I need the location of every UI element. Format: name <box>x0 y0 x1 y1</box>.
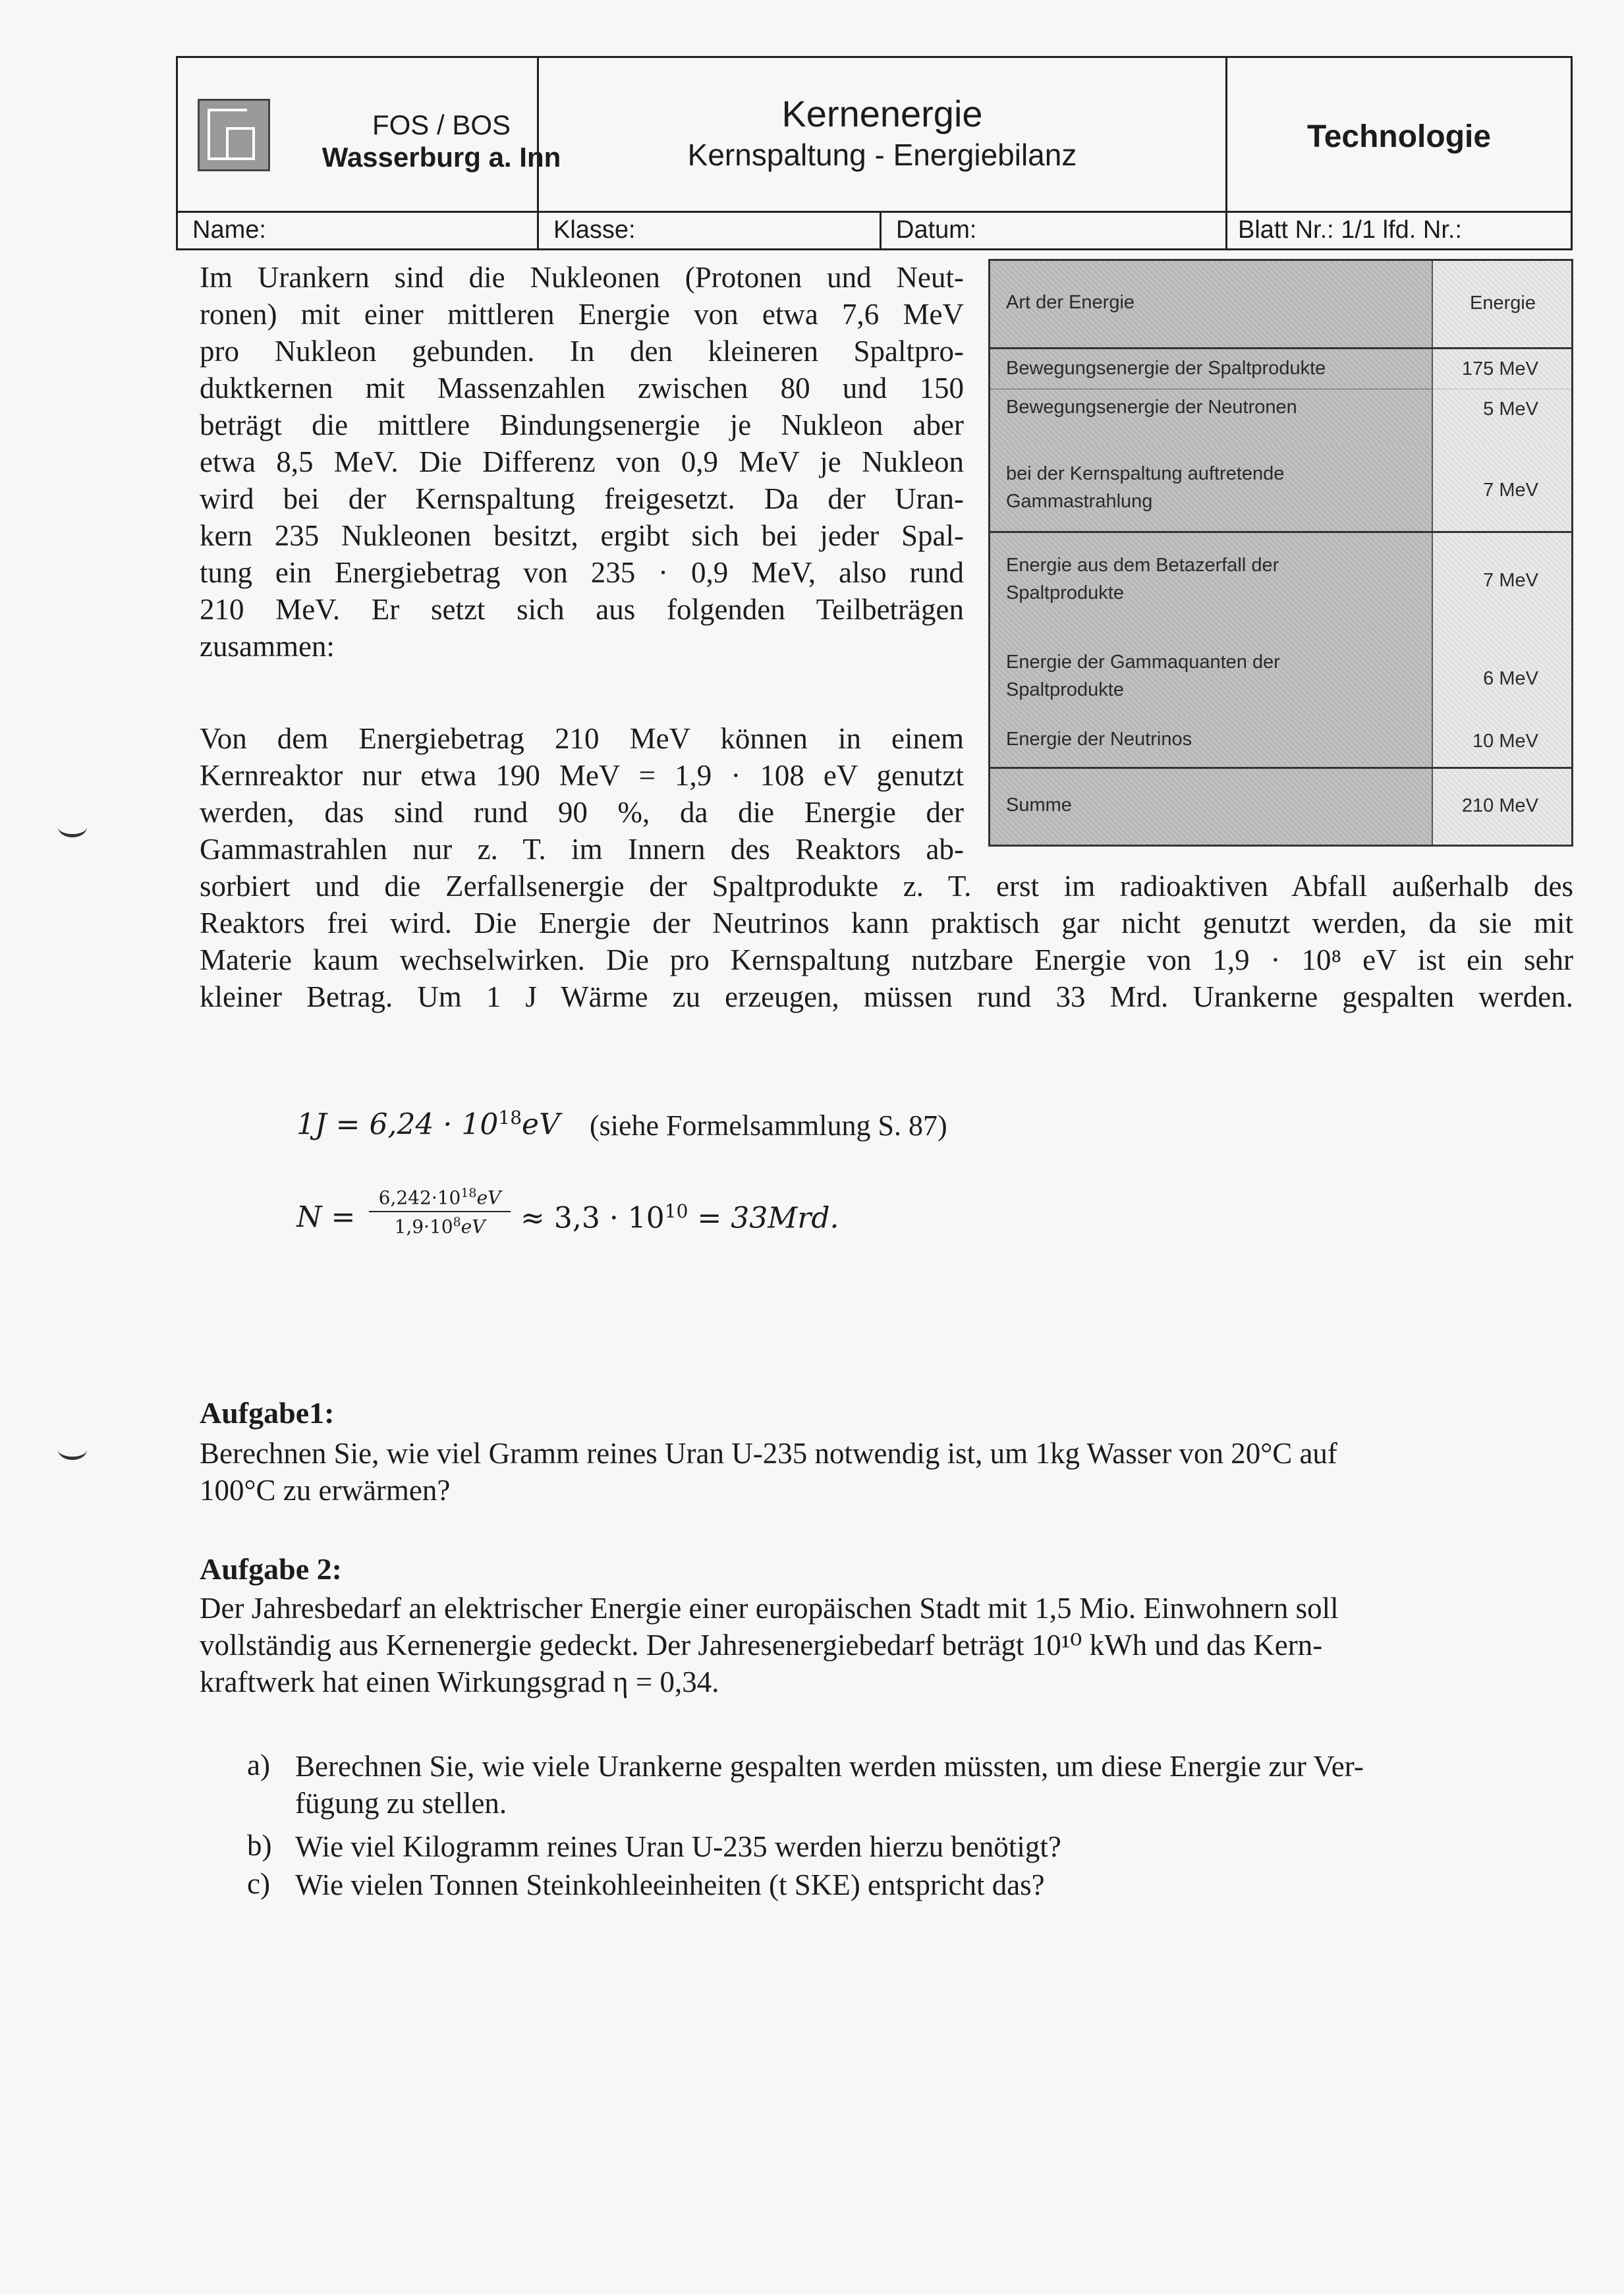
task2-text <box>200 1590 1573 1700</box>
formula2-fraction <box>369 1186 511 1238</box>
formula2-lhs: N = <box>296 1200 356 1234</box>
task1-line: Berechnen Sie, wie viel Gramm reines Uran U-235 notwendig ist, um 1kg Wasser von 20°C auf <box>200 1437 1337 1470</box>
intro-line: tung ein Energiebetrag von 235 · 0,9 MeV, also rund <box>200 556 964 589</box>
department-label: Technologie <box>1306 119 1492 154</box>
task1-line: 100°C zu erwärmen? <box>200 1474 451 1507</box>
school-name-line2: Wasserburg a. Inn <box>322 142 561 173</box>
task2c-label: c) <box>247 1867 270 1900</box>
formula1-lhs: 1J = 6,24 · 10 <box>296 1107 499 1142</box>
class-field <box>537 211 880 248</box>
table-sum-label: Summe <box>1006 795 1072 816</box>
intro-line: etwa 8,5 MeV. Die Differenz von 0,9 MeV je Nukleon <box>200 445 964 478</box>
department-cell <box>1225 58 1571 211</box>
table-cell-value: 5 MeV <box>1483 399 1538 420</box>
table-header-row <box>990 261 1571 347</box>
task2b-line: Wie viel Kilogramm reines Uran U-235 werden hierzu benötigt? <box>295 1830 1061 1863</box>
task1-title: Aufgabe1: <box>200 1396 335 1430</box>
task1-text <box>200 1435 1573 1509</box>
table-row <box>990 445 1571 531</box>
intro-line: wird bei der Kernspaltung freigesetzt. Da der Uran- <box>200 482 964 515</box>
school-logo <box>198 99 270 171</box>
formula2-rhs-base: ≈ 3,3 · 10 <box>520 1201 665 1235</box>
numerator-exp: 18 <box>461 1186 477 1200</box>
usage-paragraph-wide <box>200 868 1573 1015</box>
task2-line: Der Jahresbedarf an elektrischer Energie einer europäischen Stadt mit 1,5 Mio. Einwohnern soll <box>200 1592 1339 1625</box>
school-name-line1: FOS / BOS <box>372 109 511 140</box>
denominator-exp: 8 <box>453 1215 461 1230</box>
usage-line: Von dem Energiebetrag 210 MeV können in einem <box>200 722 964 755</box>
usage-line: Reaktors frei wird. Die Energie der Neutrinos kann praktisch gar nicht genutzt werden, da sie mit <box>200 907 1573 939</box>
table-cell-label: bei der Kernspaltung auftretende Gammastrahlung <box>1006 463 1285 512</box>
usage-line: werden, das sind rund 90 %, da die Energie der <box>200 796 964 829</box>
subject-cell <box>537 58 1225 211</box>
table-cell-label: Bewegungsenergie der Spaltprodukte <box>1006 358 1326 379</box>
table-row <box>990 349 1571 389</box>
formula2-rhs <box>520 1200 839 1235</box>
task2-line: vollständig aus Kernenergie gedeckt. Der Jahresenergiebedarf beträgt 10¹⁰ kWh und das Kern- <box>200 1629 1323 1662</box>
usage-paragraph-narrow <box>200 720 964 868</box>
table-header-type: Art der Energie <box>1006 292 1135 313</box>
table-cell-value: 7 MeV <box>1483 480 1538 501</box>
usage-line: Materie kaum wechselwirken. Die pro Kernspaltung nutzbare Energie von 1,9 · 10⁸ eV ist ein sehr <box>200 943 1573 976</box>
formula-joule-ev <box>296 1107 560 1142</box>
intro-line: kern 235 Nukleonen besitzt, ergibt sich bei jeder Spal- <box>200 519 964 552</box>
header-row-title <box>178 58 1571 213</box>
table-row <box>990 717 1571 767</box>
intro-line: beträgt die mittlere Bindungsenergie je Nukleon aber <box>200 408 964 441</box>
task2c-line: Wie vielen Tonnen Steinkohleeinheiten (t SKE) entspricht das? <box>295 1868 1045 1901</box>
intro-line: zusammen: <box>200 630 335 663</box>
table-sum-row <box>990 769 1571 845</box>
task2a-text <box>295 1748 1573 1822</box>
punch-hole-mark <box>58 1440 87 1460</box>
energy-table <box>988 259 1573 847</box>
formula2-numerator <box>369 1186 511 1212</box>
table-cell-value: 6 MeV <box>1483 668 1538 689</box>
usage-line: sorbiert und die Zerfallsenergie der Spaltprodukte z. T. erst im radioaktiven Abfall außerhalb des <box>200 870 1573 903</box>
table-cell-value: 10 MeV <box>1472 731 1538 752</box>
table-cell-value: 175 MeV <box>1461 358 1538 379</box>
task2a-line: fügung zu stellen. <box>295 1787 507 1820</box>
table-cell-label: Bewegungsenergie der Neutronen <box>1006 397 1297 418</box>
table-cell-value: 7 MeV <box>1483 570 1538 591</box>
table-row <box>990 629 1571 717</box>
date-label: Datum: <box>896 216 977 244</box>
task2b-text <box>295 1828 1573 1865</box>
date-field <box>880 211 1225 248</box>
table-sum-value: 210 MeV <box>1461 795 1538 816</box>
table-cell-label: Energie der Gammaquanten der Spaltprodukte <box>1006 652 1280 700</box>
denominator-unit: eV <box>461 1216 486 1238</box>
table-header-energy: Energie <box>1470 293 1536 314</box>
table-cell-label: Energie der Neutrinos <box>1006 729 1192 750</box>
intro-line: Im Urankern sind die Nukleonen (Protonen und Neut- <box>200 261 964 294</box>
intro-line: duktkernen mit Massenzahlen zwischen 80 und 150 <box>200 372 964 405</box>
task2-title: Aufgabe 2: <box>200 1552 342 1586</box>
document-header <box>176 56 1573 250</box>
table-row <box>990 533 1571 629</box>
task2-line: kraftwerk hat einen Wirkungsgrad η = 0,34. <box>200 1665 719 1698</box>
formula2-denominator <box>369 1212 511 1237</box>
numerator-unit: eV <box>476 1187 501 1209</box>
numerator-base: 6,242·10 <box>378 1187 461 1209</box>
name-label: Name: <box>192 216 266 244</box>
header-row-fields <box>178 211 1571 248</box>
punch-hole-mark <box>58 817 87 837</box>
formula1-exp: 18 <box>498 1107 522 1129</box>
table-cell-label: Energie aus dem Betazerfall der Spaltprodukte <box>1006 555 1279 603</box>
class-label: Klasse: <box>553 216 636 244</box>
intro-line: pro Nukleon gebunden. In den kleineren Spaltpro- <box>200 335 964 368</box>
sheet-label: Blatt Nr.: 1/1 lfd. Nr.: <box>1238 216 1463 244</box>
usage-line: Gammastrahlen nur z. T. im Innern des Reaktors ab- <box>200 833 964 866</box>
subject-title: Kernenergie <box>781 93 983 134</box>
task2c-text <box>295 1866 1573 1903</box>
formula2-rhs-exp: 10 <box>664 1200 688 1222</box>
usage-line: Kernreaktor nur etwa 190 MeV = 1,9 · 108 eV genutzt <box>200 759 964 792</box>
sheet-field <box>1225 211 1571 248</box>
task2b-label: b) <box>247 1829 272 1862</box>
formula2-rhs-tail: = 33Mrd. <box>697 1201 839 1235</box>
intro-line: ronen) mit einer mittleren Energie von etwa 7,6 MeV <box>200 298 964 331</box>
subject-subtitle: Kernspaltung - Energiebilanz <box>687 138 1077 172</box>
name-field <box>178 211 537 248</box>
formula1-unit: eV <box>522 1107 560 1142</box>
school-cell <box>178 58 561 211</box>
task2a-line: Berechnen Sie, wie viele Urankerne gespalten werden müssten, um diese Energie zur Ver- <box>295 1750 1364 1783</box>
formula1-note: (siehe Formelsammlung S. 87) <box>590 1109 947 1142</box>
intro-line: 210 MeV. Er setzt sich aus folgenden Teilbeträgen <box>200 593 964 626</box>
table-row <box>990 389 1571 445</box>
usage-line: kleiner Betrag. Um 1 J Wärme zu erzeugen, müssen rund 33 Mrd. Urankerne gespalten werden. <box>200 980 1573 1013</box>
task2a-label: a) <box>247 1748 270 1781</box>
intro-paragraph <box>200 259 964 665</box>
denominator-base: 1,9·10 <box>394 1216 453 1238</box>
